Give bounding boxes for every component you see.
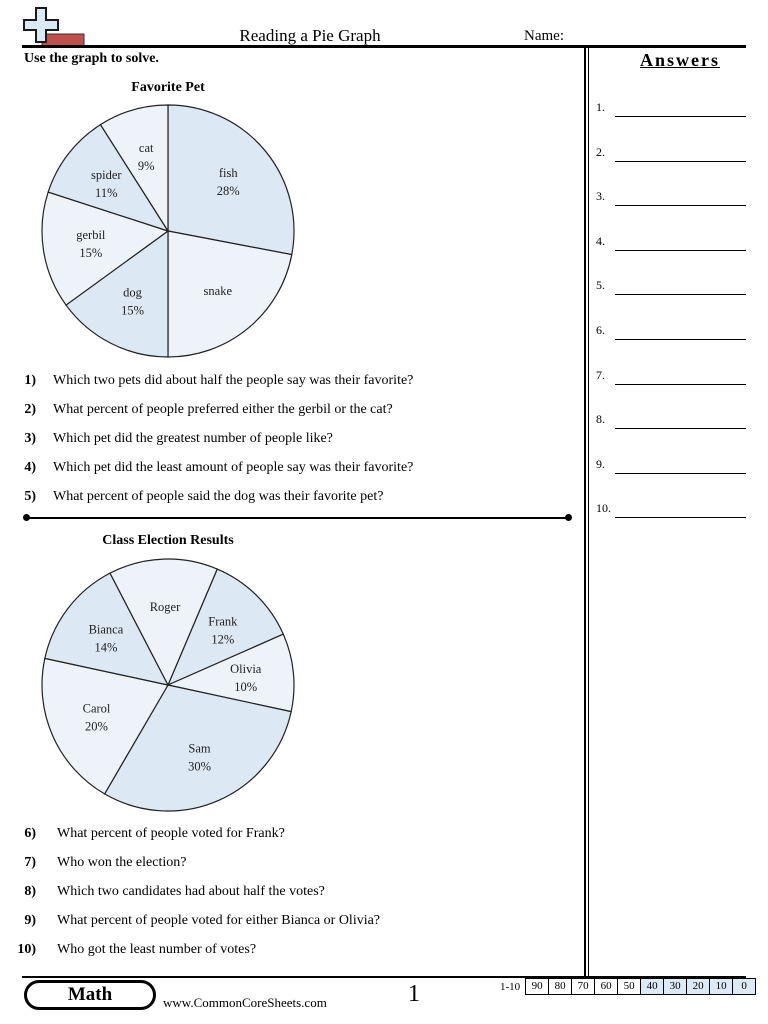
- slice-value-label: 11%: [95, 186, 118, 201]
- instructions: Use the graph to solve.: [24, 51, 159, 66]
- answer-blank[interactable]: [615, 517, 746, 518]
- slice-label: Olivia: [230, 662, 262, 677]
- answer-blank[interactable]: [615, 473, 746, 474]
- pie-chart-favorite-pet: [40, 100, 296, 362]
- website-link[interactable]: www.CommonCoreSheets.com: [163, 995, 327, 1010]
- answer-row: [596, 278, 746, 298]
- slice-label: gerbil: [76, 228, 106, 243]
- answer-number: 5.: [596, 278, 605, 293]
- answers-title: Answers: [640, 50, 720, 70]
- slice-label: snake: [203, 284, 233, 299]
- column-divider: [584, 46, 586, 976]
- slice-value-label: 15%: [79, 246, 103, 261]
- question-text: Which pet did the greatest number of people like?: [53, 431, 333, 446]
- slice-label: Frank: [208, 614, 238, 629]
- answer-row: [596, 457, 746, 477]
- divider-right-dot: [565, 514, 572, 521]
- question-text: What percent of people voted for either Bianca or Olivia?: [57, 913, 381, 928]
- slice-label: Sam: [188, 741, 211, 756]
- answer-number: 4.: [596, 233, 605, 248]
- slice-label: Bianca: [88, 622, 124, 637]
- answer-number: 7.: [596, 367, 605, 382]
- score-range: 1-10: [500, 980, 521, 993]
- question-text: Which pet did the least amount of people say was their favorite?: [53, 460, 414, 475]
- question-text: What percent of people said the dog was their favorite pet?: [53, 489, 384, 504]
- answer-row: [596, 323, 746, 343]
- answer-number: 10.: [596, 501, 611, 516]
- question-number: 9): [24, 913, 36, 928]
- question-number: 1): [24, 373, 36, 388]
- answer-blank[interactable]: [615, 294, 746, 295]
- question-number: 4): [24, 460, 36, 475]
- answer-blank[interactable]: [615, 116, 746, 117]
- answer-blank[interactable]: [615, 384, 746, 385]
- score-box: 10: [709, 978, 733, 995]
- answer-blank[interactable]: [615, 250, 746, 251]
- slice-label: Carol: [82, 701, 111, 716]
- pie2-title: Class Election Results: [102, 533, 234, 548]
- name-label: Name:: [524, 28, 564, 44]
- answer-blank[interactable]: [615, 339, 746, 340]
- score-box: 20: [686, 978, 710, 995]
- question-number: 6): [24, 826, 36, 841]
- answer-number: 8.: [596, 412, 605, 427]
- page-number: 1: [408, 981, 420, 1007]
- answer-blank[interactable]: [615, 428, 746, 429]
- question-text: Who got the least number of votes?: [57, 942, 257, 957]
- answer-number: 3.: [596, 189, 605, 204]
- answer-blank[interactable]: [615, 205, 746, 206]
- question-number: 5): [24, 489, 36, 504]
- slice-value-label: 9%: [137, 158, 155, 173]
- slice-value-label: 28%: [216, 184, 240, 199]
- slice-label: Roger: [149, 599, 181, 614]
- question-text: What percent of people preferred either the gerbil or the cat?: [53, 402, 393, 417]
- answer-blank[interactable]: [615, 161, 746, 162]
- answer-number: 1.: [596, 100, 605, 114]
- pie1-title: Favorite Pet: [131, 80, 205, 95]
- question-text: What percent of people voted for Frank?: [57, 826, 285, 841]
- answer-number: 2.: [596, 144, 605, 159]
- score-box: 80: [548, 978, 572, 995]
- answer-row: [596, 368, 746, 388]
- slice-value-label: 12%: [211, 632, 235, 647]
- question-text: Which two candidates had about half the votes?: [57, 884, 325, 899]
- score-box: 30: [663, 978, 687, 995]
- slice-value-label: 15%: [121, 303, 144, 318]
- score-box: 90: [525, 978, 549, 995]
- slice-value-label: 20%: [85, 719, 108, 734]
- slice-value-label: 30%: [188, 759, 211, 774]
- question-number: 2): [24, 402, 36, 417]
- column-divider-inner: [588, 46, 589, 976]
- slice-label: spider: [90, 168, 122, 183]
- divider-left-dot: [23, 514, 30, 521]
- score-box: 50: [617, 978, 641, 995]
- answer-number: 6.: [596, 323, 605, 337]
- slice-value-label: 14%: [94, 640, 118, 655]
- score-scale: [500, 978, 756, 995]
- question-number: 7): [24, 855, 36, 870]
- answer-row: [596, 412, 746, 432]
- slice-label: cat: [138, 140, 154, 155]
- slice-label: fish: [218, 166, 238, 181]
- question-number: 3): [24, 431, 36, 446]
- slice-value-label: 10%: [234, 680, 258, 695]
- answer-row: [596, 234, 746, 254]
- slice-label: dog: [123, 285, 142, 300]
- answer-row: [596, 501, 746, 521]
- logo-icon: [22, 6, 88, 48]
- score-box: 0: [732, 978, 756, 995]
- section-divider: [26, 517, 569, 519]
- answer-row: [596, 100, 746, 120]
- question-text: Who won the election?: [57, 855, 187, 870]
- pie-chart-class-election: [40, 553, 296, 817]
- score-box: 70: [571, 978, 595, 995]
- question-text: Which two pets did about half the people say was their favorite?: [53, 373, 414, 388]
- score-box: 40: [640, 978, 664, 995]
- question-number: 8): [24, 884, 36, 899]
- top-rule: [22, 45, 746, 48]
- page-title: Reading a Pie Graph: [239, 26, 381, 45]
- question-number: 10): [17, 942, 36, 957]
- subject-badge: Math: [24, 980, 156, 1010]
- answer-row: [596, 189, 746, 209]
- answer-number: 9.: [596, 456, 605, 471]
- score-box: 60: [594, 978, 618, 995]
- answer-row: [596, 145, 746, 165]
